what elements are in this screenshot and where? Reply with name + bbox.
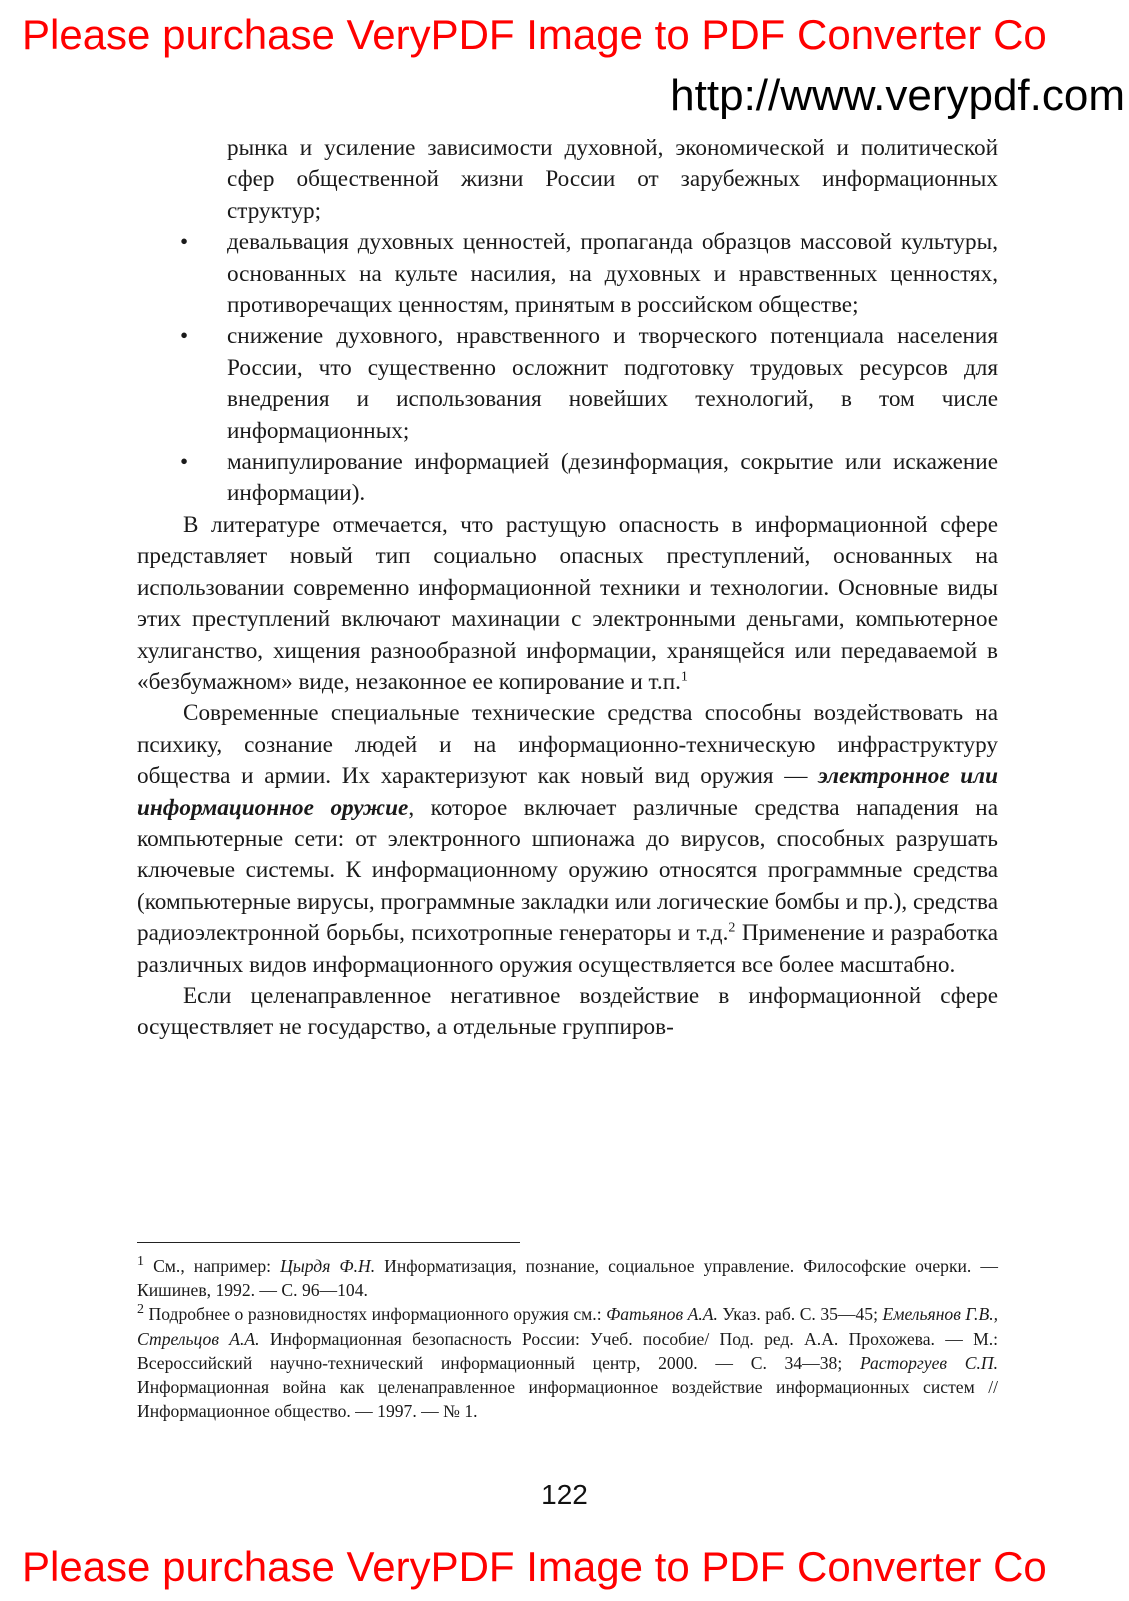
paragraph-1: В литературе отмечается, что растущую опасность в информационной сфере представляет новый тип социально опасных преступлений, основанных на использовании современно информационной техники и технологии. Основные виды этих преступлений включают махинации с электронными деньгами, компьютерное хулиганство, хищения разнообразной информации, хранящейся или передаваемой в «безбумажном» виде, незаконное ее копирование и т.п.$^1$ [137,511,998,695]
page-number: 122 [541,1479,588,1510]
footnote-1: $^1$ См., например: Цырдя Ф.Н. Информатизация, познание, социальное управление. Философские очерки. — Кишинев, 1992. — С. 96—104. [137,1254,998,1301]
footnote-divider [137,1242,520,1243]
bullet-item: • манипулирование информацией (дезинформация, сокрытие или искажение информации). [180,449,998,507]
watermark-url: http://www.verypdf.com [670,71,1125,120]
paragraph-2: Современные специальные технические средства способны воздействовать на психику, сознание людей и на информационно-техническую инфраструктуру общества и армии. Их характеризуют как новый вид оружия — электронное или информационное оружие, которое включает различные средства нападения на компьютерные сети: от электронного шпионажа до вирусов, способных разрушать ключевые системы. К информационному оружию относятся программные средства (компьютерные вирусы, программные закладки или логические бомбы и пр.), средства радиоэлектронной борьбы, психотропные генераторы и т.д.$^2$ Применение и разработка различных видов информационного оружия осуществляется все более масштабно. [137,700,998,978]
bullet-icon: • [180,323,189,350]
bullet-icon: • [180,229,189,256]
bullet-item: • девальвация духовных ценностей, пропаганда образцов массовой культуры, основанных на культе насилия, на духовных и нравственных ценностях, противоречащих ценностям, принятым в российском обществе; [180,229,998,319]
footnote-ref-1: 1 [680,669,688,685]
watermark-top: Please purchase VeryPDF Image to PDF Converter Co [22,11,1047,58]
footnote-ref-2: 2 [728,920,736,936]
footnote-2: $^2$ Подробнее о разновидностях информационного оружия см.: Фатьянов А.А. Указ. раб. С. 35—45; Емельянов Г.В., Стрельцов А.А. Информационная безопасность России: Учеб. пособие/ Под. ред. А.А. Прохожева. — М.: Всероссийский научно-технический информационный центр, 2000. — С. 34—38; Расторгуев С.П. Информационная война как целенаправленное информационное воздействие информационных систем // Информационное общество. — 1997. — № 1. [137,1302,998,1422]
paragraph-3: Если целенаправленное негативное воздействие в информационной сфере осуществляет не государство, а отдельные группиров- [137,982,998,1041]
bullet-icon: • [180,449,189,476]
watermark-bottom: Please purchase VeryPDF Image to PDF Converter Co [22,1543,1047,1590]
footnotes [137,1254,998,1423]
page-body [137,133,998,1044]
bullet-item: • снижение духовного, нравственного и творческого потенциала населения России, что существенно осложнит подготовку трудовых ресурсов для внедрения и использования новейших технологий, в том числе информационных; [180,323,998,444]
bullet-continuation: рынка и усиление зависимости духовной, экономической и политической сфер общественной жизни России от зарубежных информационных структур; [227,135,998,224]
emphasis-term: электронное или информационное оружие [137,763,998,821]
